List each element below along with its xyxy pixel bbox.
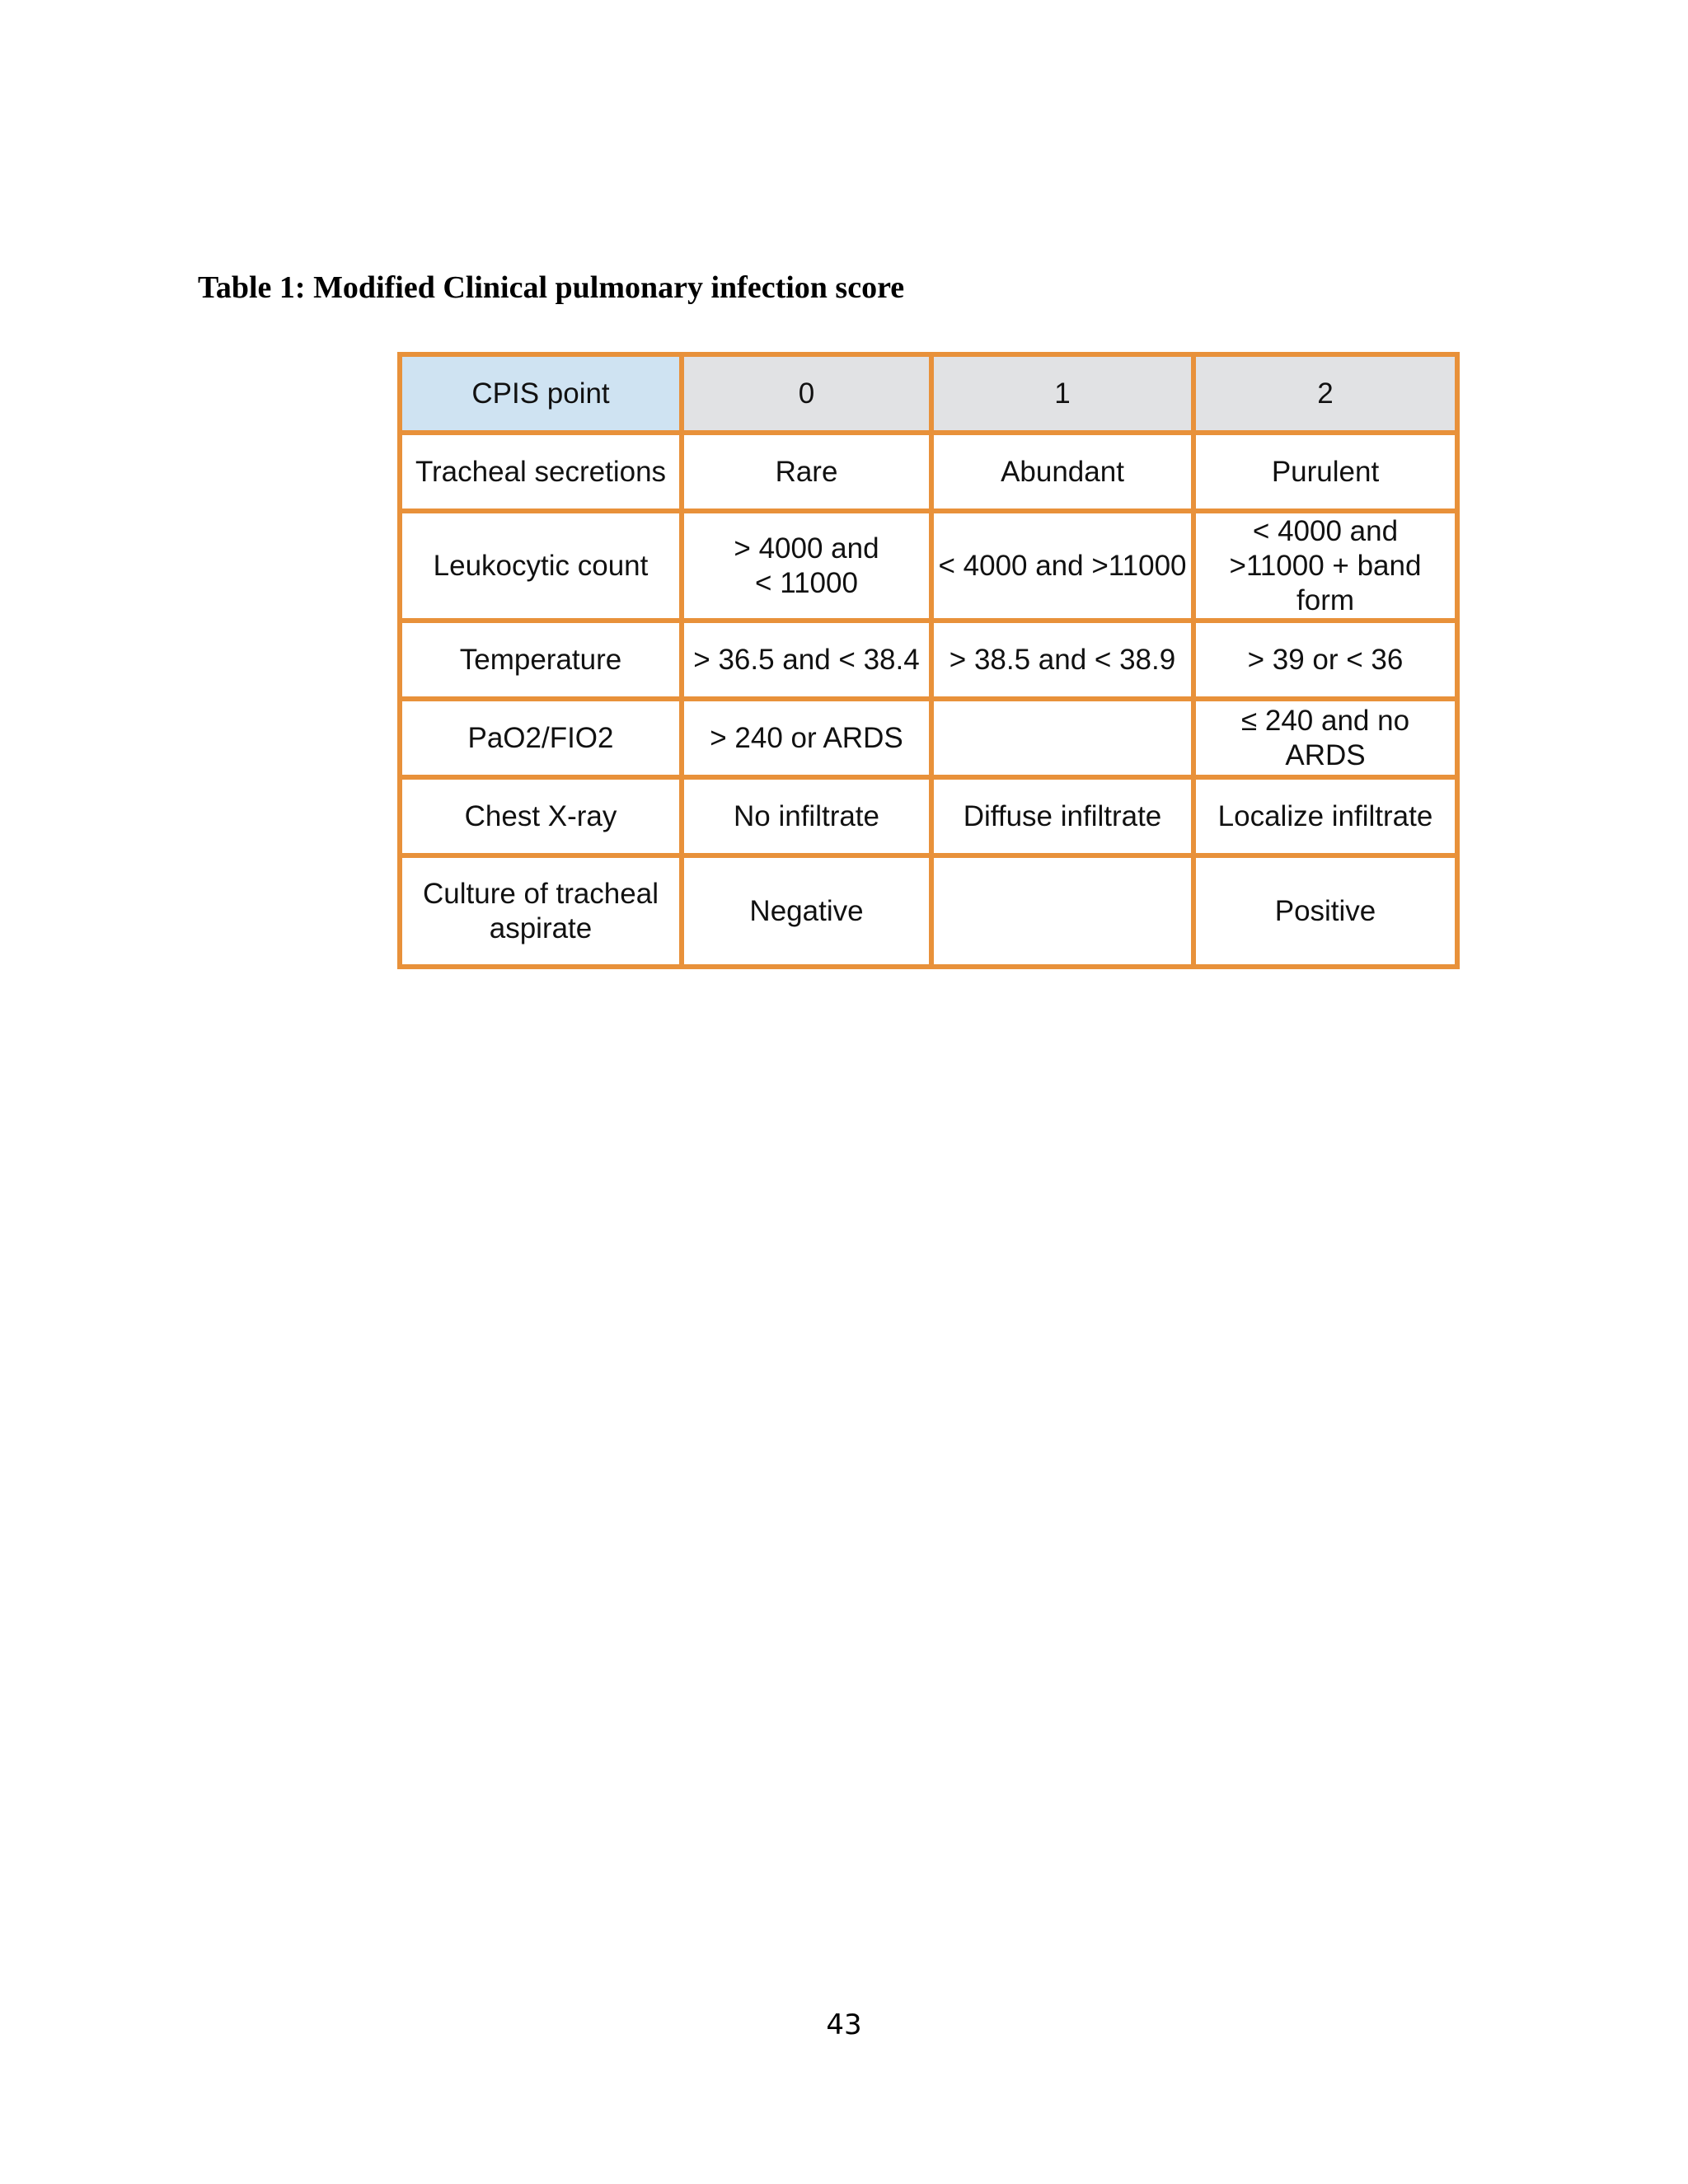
table-cell — [931, 699, 1193, 777]
cpis-table-container — [397, 352, 1455, 969]
header-cell-score-0: 0 — [682, 354, 931, 433]
cpis-table — [397, 352, 1460, 969]
row-label-cell: Tracheal secretions — [400, 433, 682, 511]
table-row-tracheal-secretions — [400, 433, 1457, 511]
row-label-cell: PaO2/FIO2 — [400, 699, 682, 777]
table-cell: > 240 or ARDS — [682, 699, 931, 777]
row-label-cell: Culture of tracheal aspirate — [400, 855, 682, 967]
table-cell: Localize infiltrate — [1193, 777, 1457, 855]
table-cell: ≤ 240 and no ARDS — [1193, 699, 1457, 777]
table-header-row — [400, 354, 1457, 433]
table-cell: Purulent — [1193, 433, 1457, 511]
table-row-leukocytic-count — [400, 511, 1457, 621]
table-cell: > 39 or < 36 — [1193, 621, 1457, 699]
table-row-culture-of-tracheal-aspirate — [400, 855, 1457, 967]
table-cell: Diffuse infiltrate — [931, 777, 1193, 855]
table-cell: < 4000 and >11000 — [931, 511, 1193, 621]
table-cell: < 4000 and >11000 + band form — [1193, 511, 1457, 621]
table-cell: Positive — [1193, 855, 1457, 967]
table-row-chest-x-ray — [400, 777, 1457, 855]
header-cell-score-1: 1 — [931, 354, 1193, 433]
table-caption: Table 1: Modified Clinical pulmonary infection score — [198, 270, 905, 305]
row-label-cell: Leukocytic count — [400, 511, 682, 621]
table-cell: > 38.5 and < 38.9 — [931, 621, 1193, 699]
table-cell: > 4000 and < 11000 — [682, 511, 931, 621]
table-cell: Negative — [682, 855, 931, 967]
table-cell: Rare — [682, 433, 931, 511]
header-cell-cpis-point: CPIS point — [400, 354, 682, 433]
table-cell: No infiltrate — [682, 777, 931, 855]
header-cell-score-2: 2 — [1193, 354, 1457, 433]
table-row-pao2-fio2 — [400, 699, 1457, 777]
table-cell: Abundant — [931, 433, 1193, 511]
row-label-cell: Chest X-ray — [400, 777, 682, 855]
table-cell: > 36.5 and < 38.4 — [682, 621, 931, 699]
page-number: 43 — [826, 2008, 862, 2041]
table-row-temperature — [400, 621, 1457, 699]
row-label-cell: Temperature — [400, 621, 682, 699]
table-cell — [931, 855, 1193, 967]
